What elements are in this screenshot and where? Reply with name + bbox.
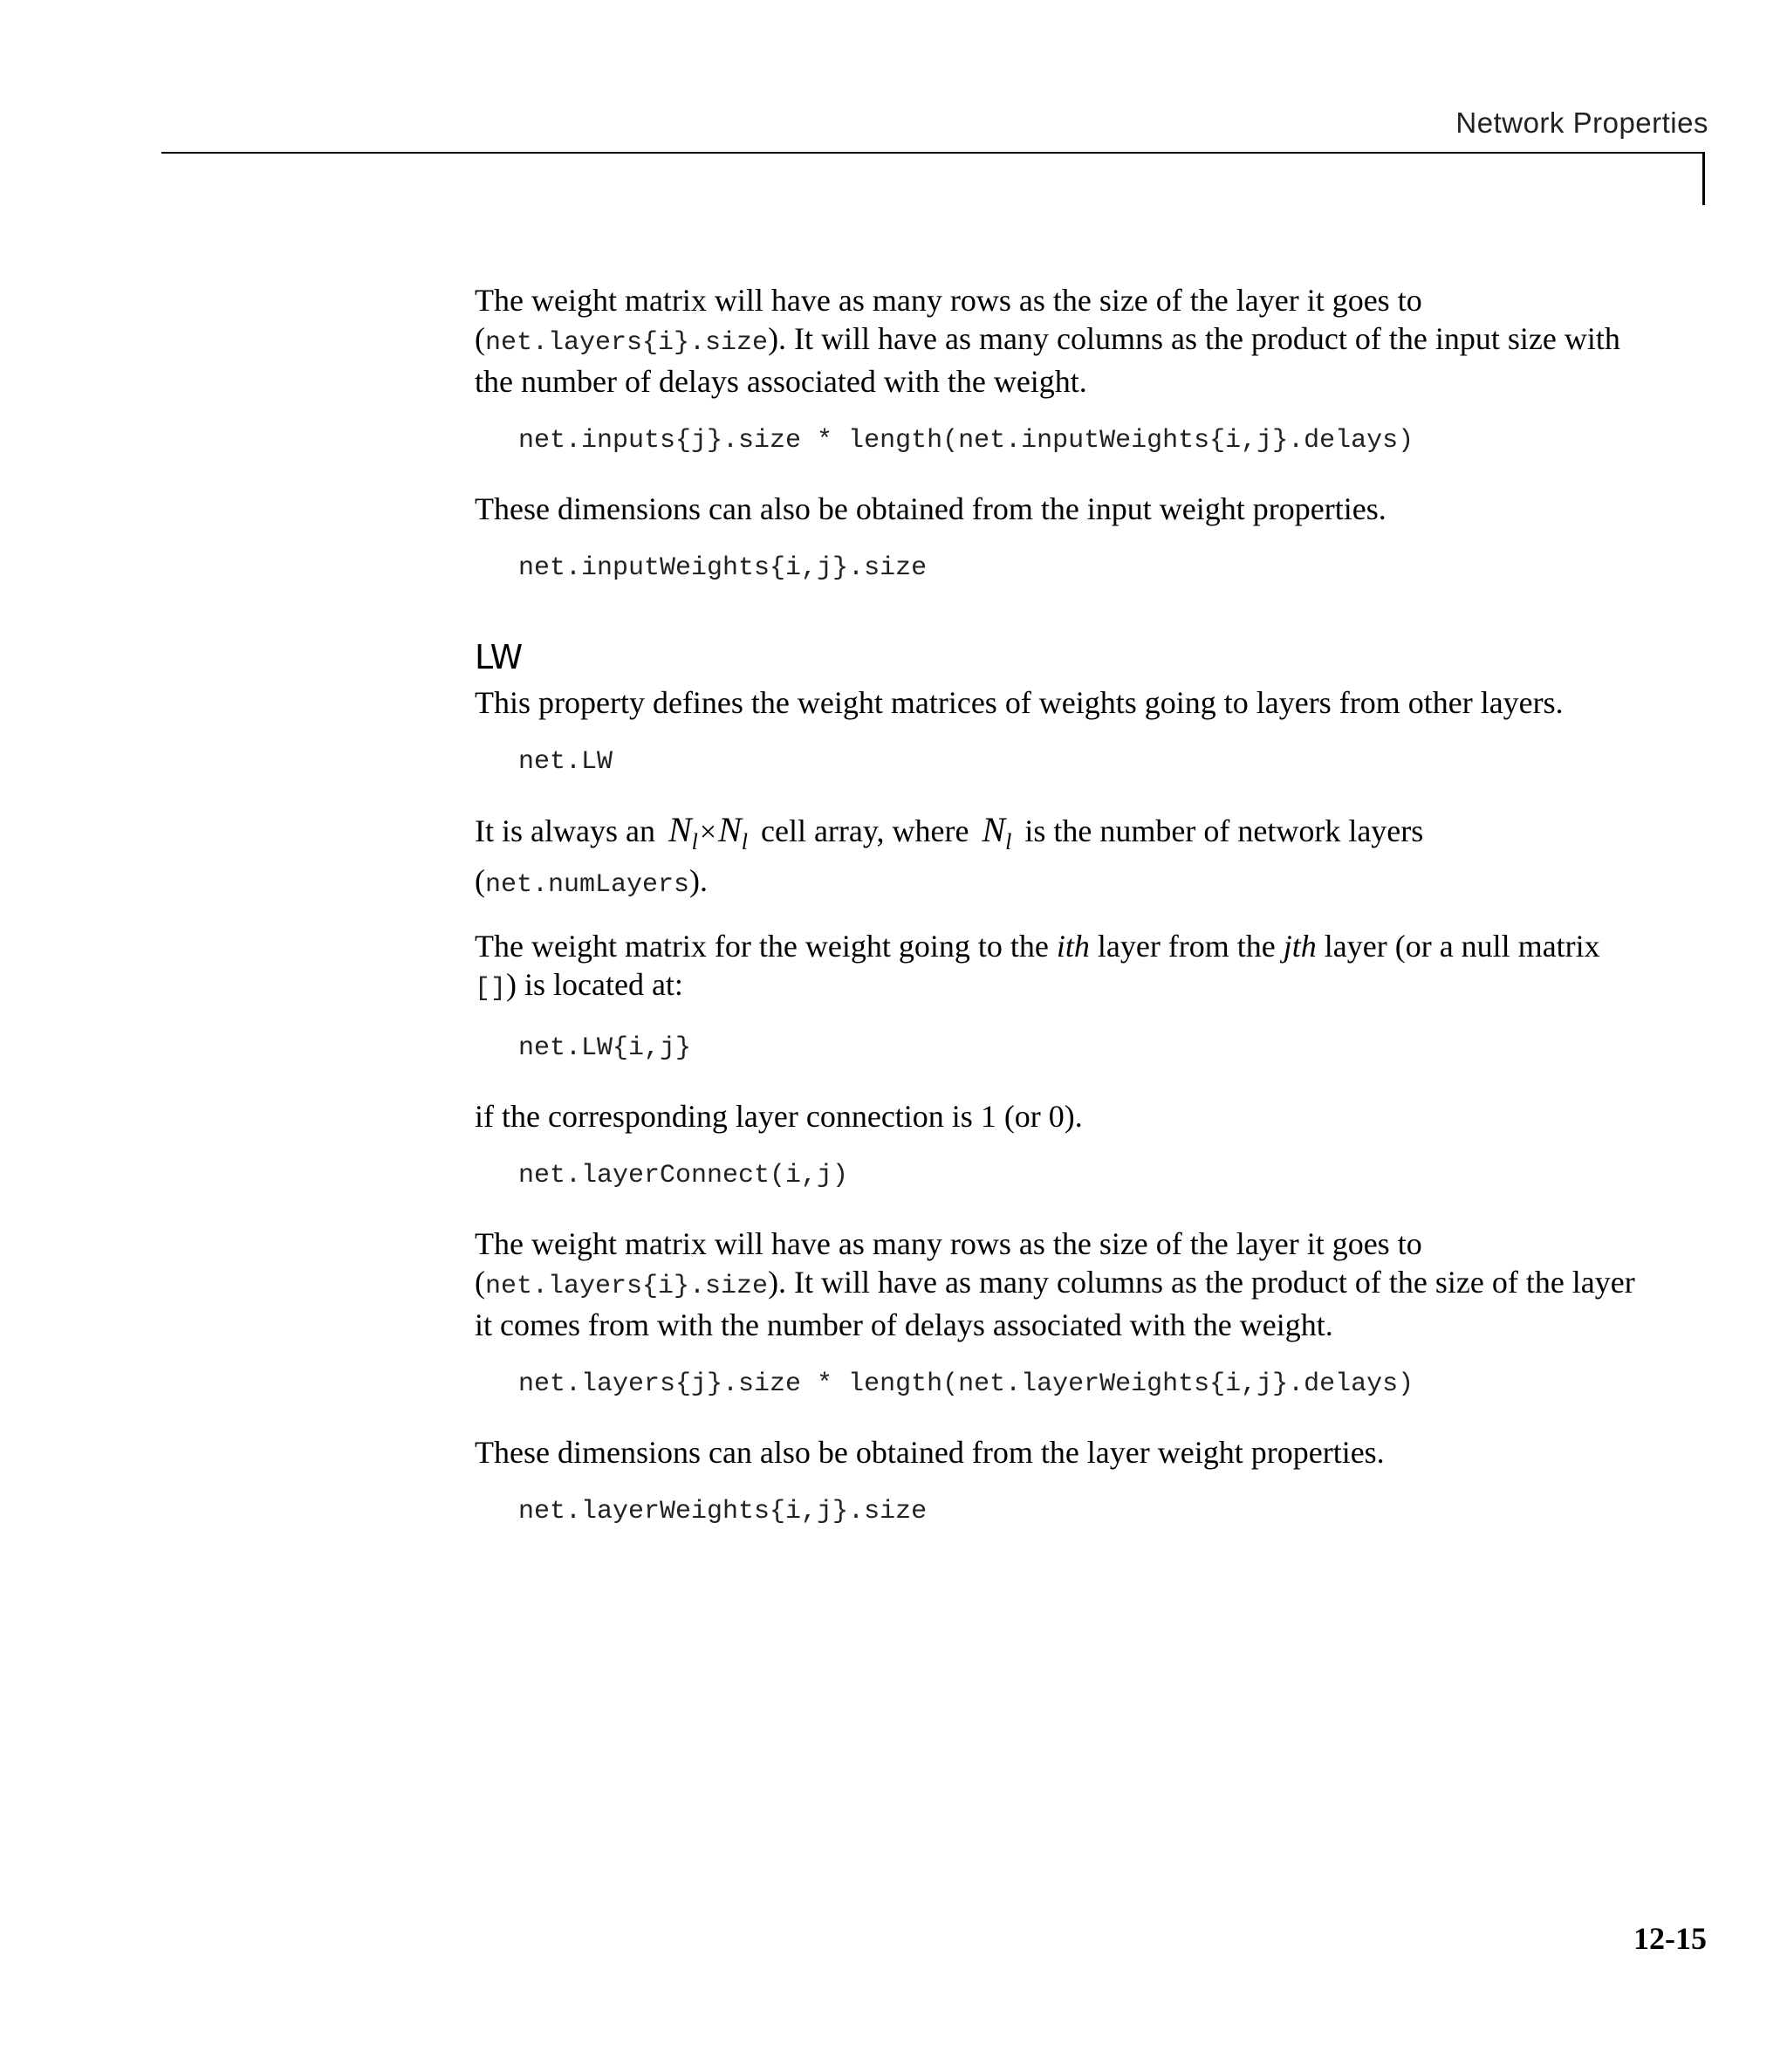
text: The weight matrix will have as many rows as the size of the layer it goes to ( (475, 1226, 1422, 1300)
header-rule-tick (1702, 152, 1705, 205)
math-subscript: l (1005, 829, 1012, 854)
code-block-lw-ij: net.LW{i,j} (518, 1033, 692, 1063)
emphasis: ith (1056, 929, 1090, 964)
code-block-layer-connect: net.layerConnect(i,j) (518, 1161, 849, 1190)
running-head-title: Network Properties (1455, 106, 1708, 139)
code-block-layer-weight-size: net.layerWeights{i,j}.size (518, 1497, 928, 1527)
code-block-input-columns: net.inputs{j}.size * length(net.inputWeights{i,j}.delays) (518, 426, 1414, 456)
text: is the number of network layers ( (475, 813, 1424, 898)
code-block-layer-columns: net.layers{j}.size * length(net.layerWeights{i,j}.delays) (518, 1369, 1414, 1399)
math-subscript: l (691, 829, 698, 854)
section-heading-lw: LW (475, 638, 524, 676)
text: ). (689, 863, 709, 898)
paragraph-lw-location (475, 927, 1635, 1008)
paragraph-lw-definition: This property defines the weight matrices of weights going to layers from other layers. (475, 685, 1564, 720)
text: cell array, where (760, 813, 969, 848)
text: It is always an (475, 813, 655, 848)
inline-code: net.layers{i}.size (485, 1272, 769, 1301)
math-subscript: l (741, 829, 748, 854)
text: ). It will have as many columns as the product of the size of the layer it comes from with the number of delays associated with the weight. (475, 1265, 1635, 1342)
header-rule (161, 152, 1705, 154)
text: ) is located at: (506, 967, 683, 1002)
math-nl (976, 810, 1017, 854)
text: The weight matrix for the weight going to the (475, 929, 1049, 964)
page-body (475, 281, 1635, 1561)
paragraph-layer-dimensions: These dimensions can also be obtained from the layer weight properties. (475, 1435, 1385, 1470)
math-symbol: N (718, 810, 742, 849)
paragraph-input-weight-rows (475, 281, 1635, 401)
text: layer (or a null matrix (1324, 929, 1600, 964)
text: The weight matrix will have as many rows as the size of the layer it goes to ( (475, 283, 1422, 356)
inline-code: net.layers{i}.size (485, 328, 769, 358)
paragraph-input-dimensions: These dimensions can also be obtained from the input weight properties. (475, 491, 1386, 526)
text: layer from the (1097, 929, 1276, 964)
math-symbol: N (668, 810, 692, 849)
emphasis: jth (1283, 929, 1317, 964)
inline-code: [] (475, 974, 507, 1004)
math-nl-by-nl (663, 810, 753, 854)
paragraph-layer-connection: if the corresponding layer connection is 1 (or 0). (475, 1099, 1083, 1134)
code-block-input-weight-size: net.inputWeights{i,j}.size (518, 553, 928, 583)
page-number: 12-15 (1633, 1921, 1707, 1956)
code-block-net-lw: net.LW (518, 747, 613, 777)
inline-code: net.numLayers (485, 870, 690, 900)
math-symbol: N (982, 810, 1006, 849)
paragraph-cell-array (475, 811, 1635, 904)
paragraph-layer-weight-rows (475, 1225, 1635, 1344)
math-times: × (699, 816, 717, 848)
text: ). It will have as many columns as the product of the input size with the number of delays associated with the weight. (475, 321, 1620, 399)
